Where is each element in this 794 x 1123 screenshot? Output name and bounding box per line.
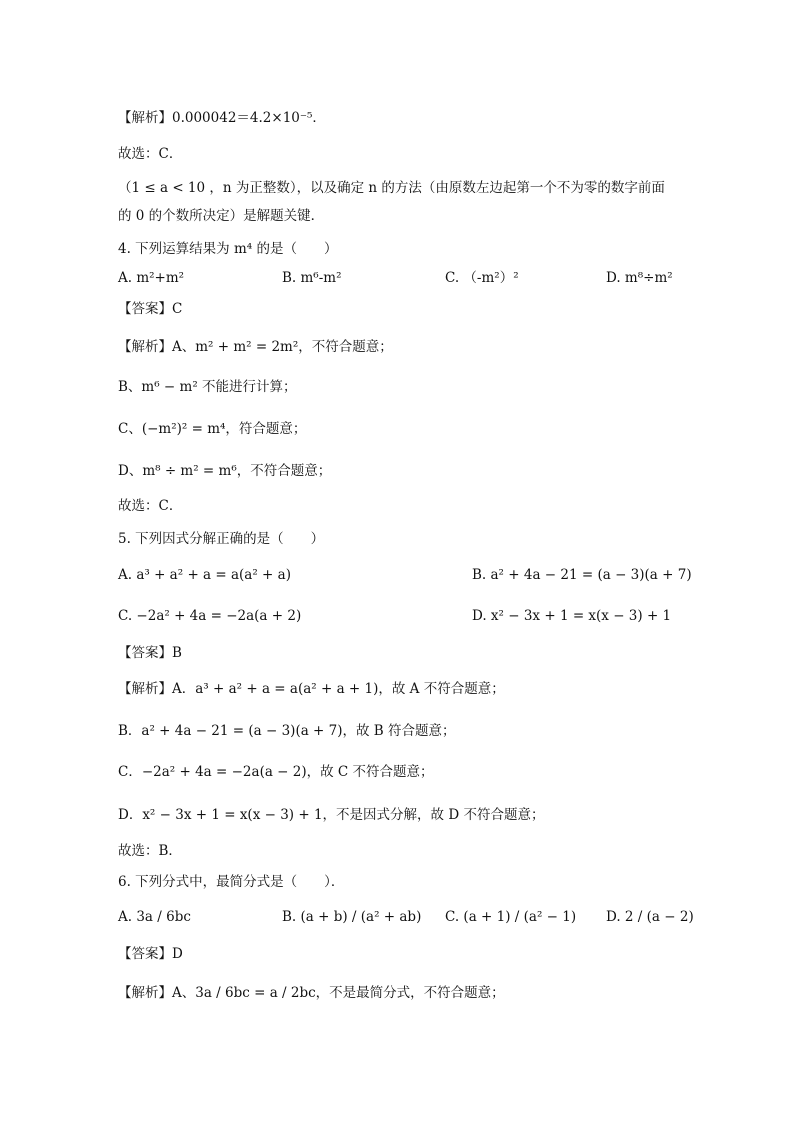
q4-conclusion: 故选：C．: [118, 498, 183, 514]
q4-option-d: D. m⁸÷m²: [606, 270, 673, 286]
q5-answer: 【答案】B: [118, 645, 182, 661]
q5-option-a: A. a³ + a² + a = a(a² + a): [118, 567, 291, 583]
q4-stem: 4. 下列运算结果为 m⁴ 的是（ ）: [118, 241, 338, 257]
conclusion-line-1: 故选：C．: [118, 146, 183, 162]
q4-analysis-b: B、m⁶ − m² 不能进行计算；: [118, 379, 297, 395]
q4-option-a: A. m²+m²: [118, 270, 185, 286]
q6-option-c: C. (a + 1) / (a² − 1): [445, 909, 577, 925]
q4-analysis-a: 【解析】A、m² + m² = 2m²，不符合题意；: [118, 339, 393, 355]
q6-option-d: D. 2 / (a − 2): [606, 909, 694, 925]
q6-analysis-a: 【解析】A、3a / 6bc = a / 2bc，不是最简分式，不符合题意；: [118, 985, 505, 1001]
q5-analysis-a: 【解析】A．a³ + a² + a = a(a² + a + 1)，故 A 不符合题意；: [118, 681, 505, 697]
q5-option-c: C. −2a² + 4a = −2a(a + 2): [118, 608, 302, 624]
note-line-1: （1 ≤ a < 10 ，n 为正整数），以及确定 n 的方法（由原数左边起第一个不为零的数字前面: [118, 180, 665, 196]
q5-analysis-d: D．x² − 3x + 1 = x(x − 3) + 1，不是因式分解，故 D 不符合题意；: [118, 807, 545, 823]
analysis-line-1: 【解析】0.000042＝4.2×10⁻⁵．: [118, 110, 326, 126]
note-line-2: 的 0 的个数所决定）是解题关键．: [118, 208, 325, 224]
q5-analysis-b: B．a² + 4a − 21 = (a − 3)(a + 7)，故 B 符合题意；: [118, 723, 456, 739]
q4-option-b: B. m⁶-m²: [282, 270, 342, 286]
q6-option-b: B. (a + b) / (a² + ab): [282, 909, 422, 925]
q5-analysis-c: C．−2a² + 4a = −2a(a − 2)，故 C 不符合题意；: [118, 764, 434, 780]
q6-option-a: A. 3a / 6bc: [118, 909, 191, 925]
q5-option-d: D. x² − 3x + 1 = x(x − 3) + 1: [472, 608, 672, 624]
q5-conclusion: 故选：B．: [118, 843, 182, 859]
q6-answer: 【答案】D: [118, 946, 183, 962]
q5-option-b: B. a² + 4a − 21 = (a − 3)(a + 7): [472, 567, 692, 583]
q4-option-c: C. （-m²）²: [445, 270, 519, 286]
q4-analysis-d: D、m⁸ ÷ m² = m⁶，不符合题意；: [118, 463, 332, 479]
q4-analysis-c: C、(−m²)² = m⁴，符合题意；: [118, 421, 307, 437]
q6-stem: 6. 下列分式中，最简分式是（ ）．: [118, 874, 345, 890]
q5-stem: 5. 下列因式分解正确的是（ ）: [118, 531, 325, 547]
q4-answer: 【答案】C: [118, 301, 183, 317]
